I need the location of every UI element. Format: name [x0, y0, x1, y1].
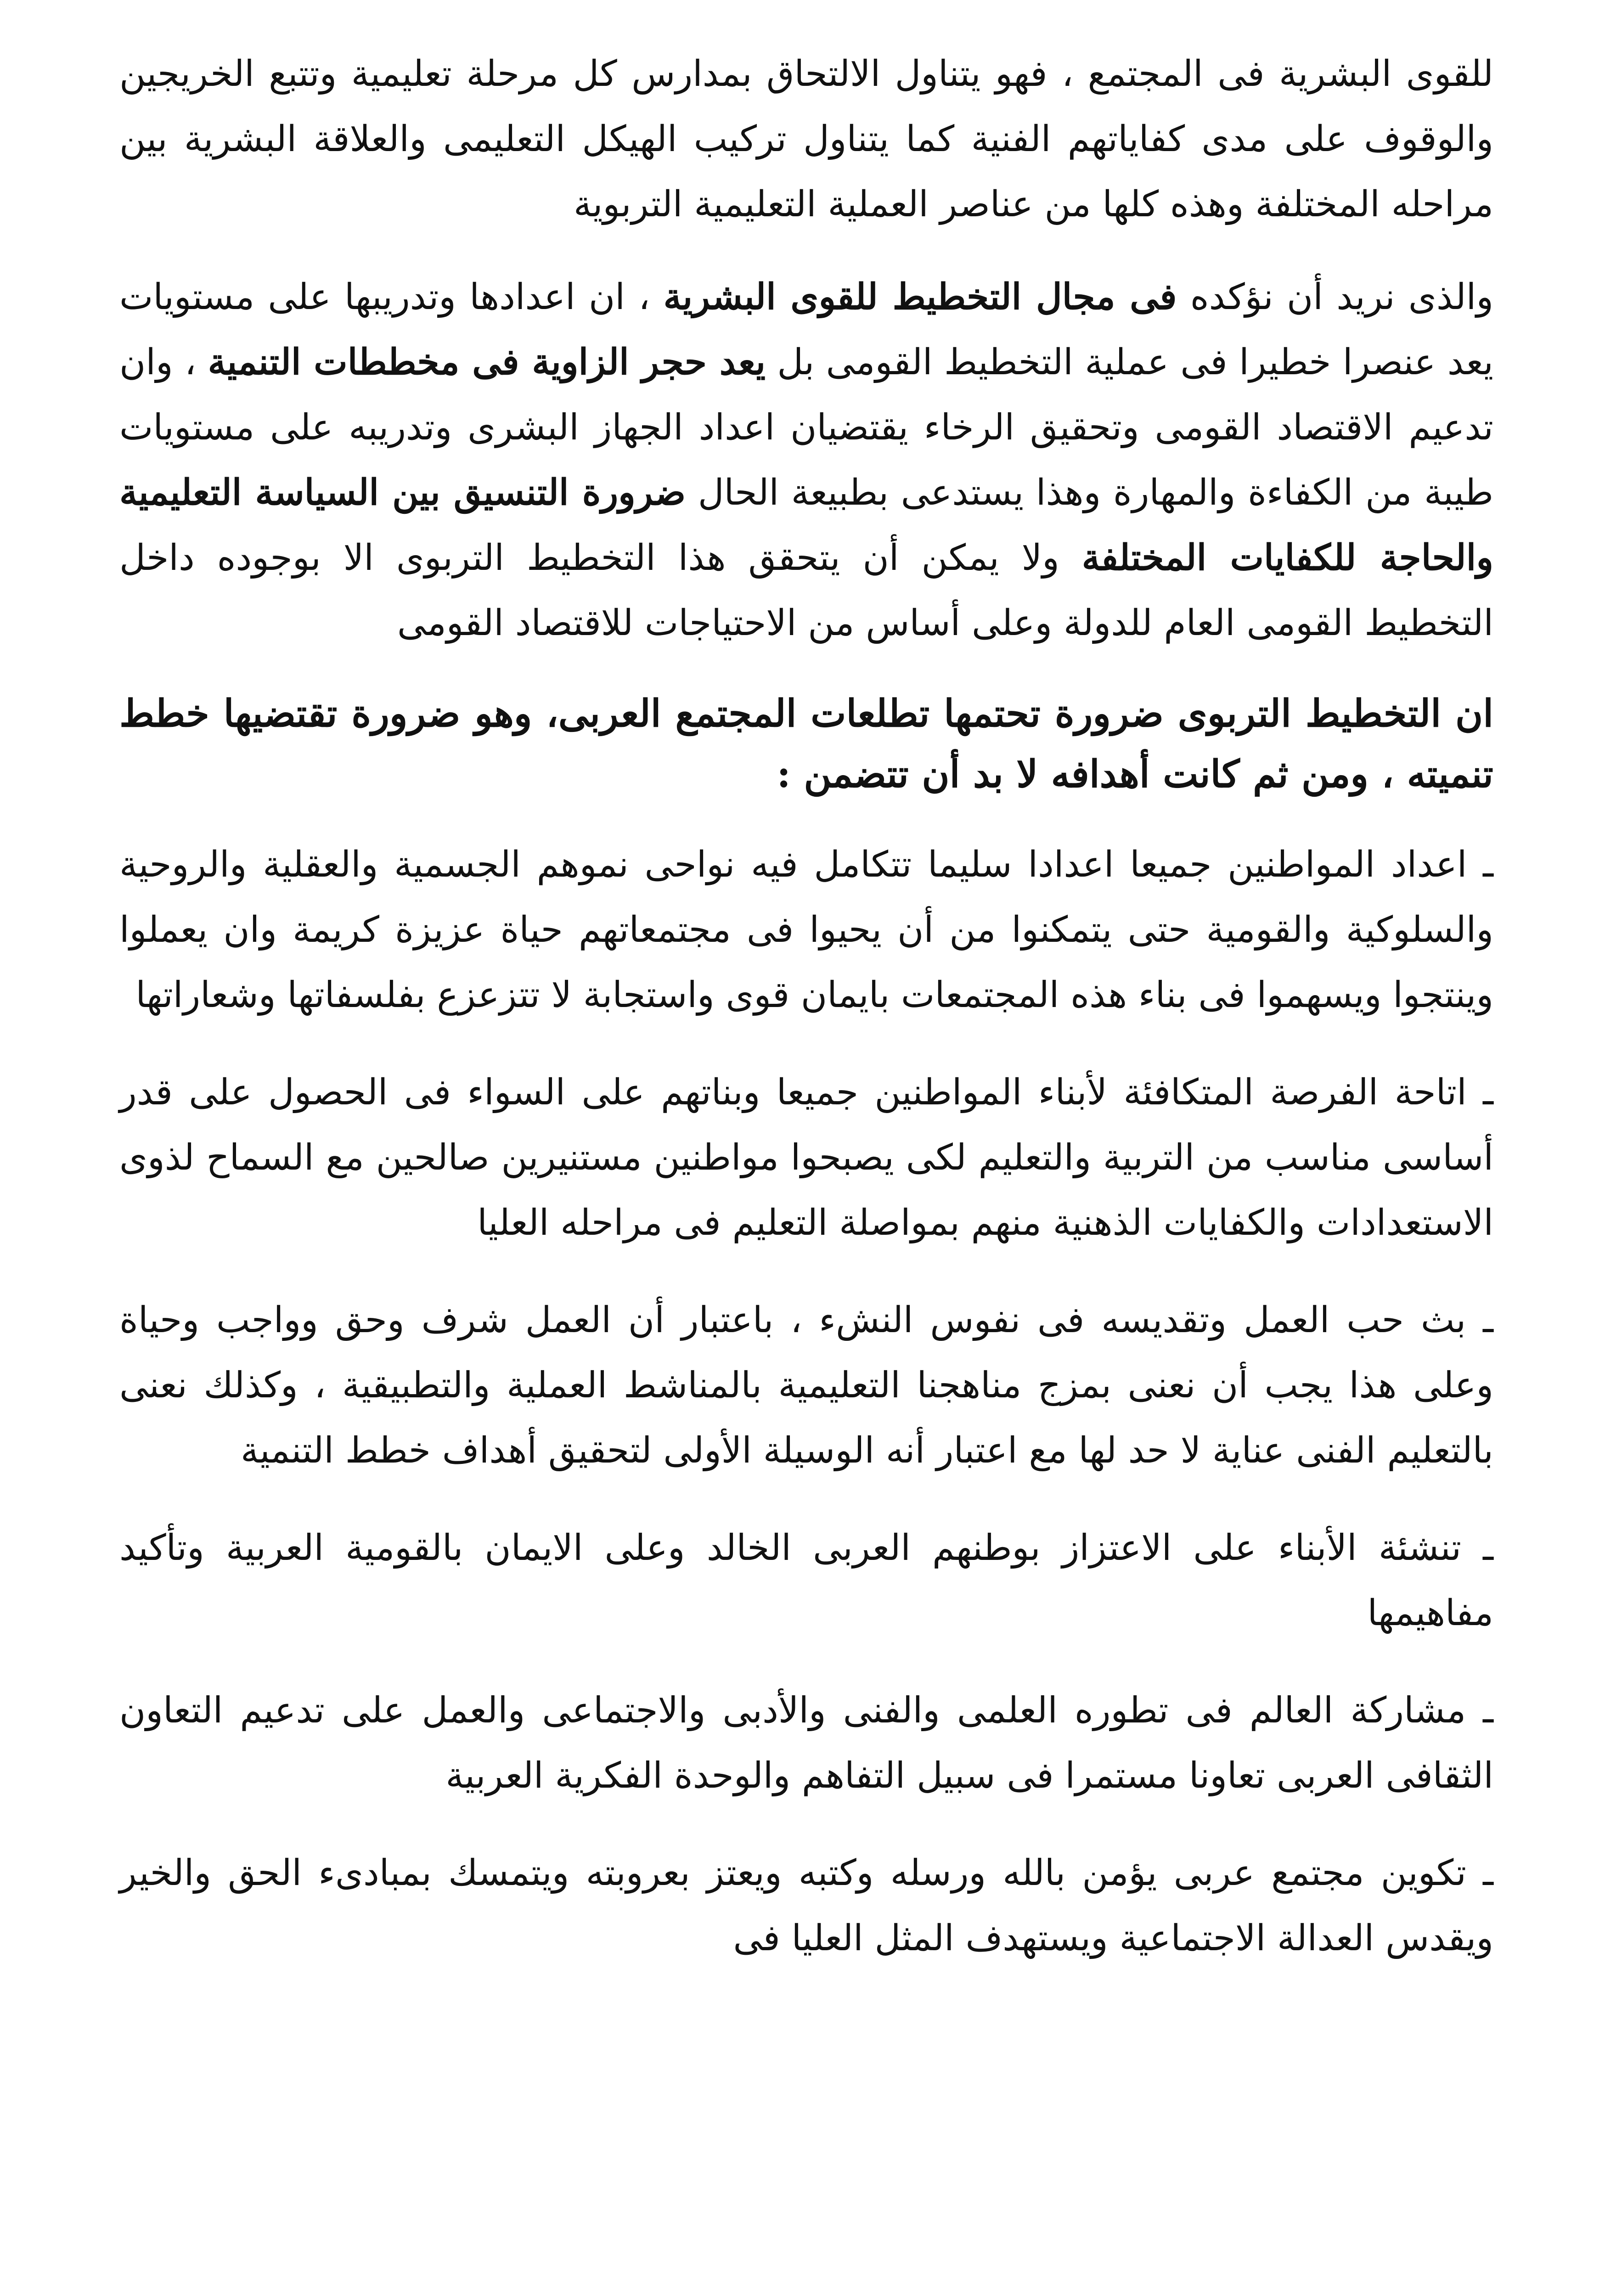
body-text: [119, 41, 1493, 1971]
list-item: ـ اتاحة الفرصة المتكافئة لأبناء المواطنين جميعا وبناتهم على السواء فى الحصول على قدر أساسى مناسب من التربية والتعليم لكى يصبحوا مواطنين مستنيرين صالحين مع السماح لذوى الاستعدادات والكفايات الذهنية منهم بمواصلة التعليم فى مراحله العليا: [119, 1072, 1493, 1244]
list-item: ـ مشاركة العالم فى تطوره العلمى والفنى والأدبى والاجتماعى والعمل على تدعيم التعاون الثقافى العربى تعاونا مستمرا فى سبيل التفاهم والوحدة الفكرية العربية: [119, 1690, 1493, 1796]
paragraph-2-text-3: ، وان تدعيم الاقتصاد القومى وتحقيق الرخاء يقتضيان اعداد الجهاز البشرى وتدريبه على مستويات طيبة من الكفاءة والمهارة وهذا يستدعى بطبيعة الحال: [119, 342, 1493, 513]
paragraph-2-text-4: ولا يمكن أن يتحقق هذا التخطيط التربوى الا بوجوده داخل التخطيط القومى العام للدولة وعلى أساس من الاحتياجات للاقتصاد القومى: [119, 537, 1493, 644]
paragraph-2-bold-1: فى مجال التخطيط للقوى البشرية: [663, 276, 1177, 318]
paragraph-2: [119, 264, 1493, 656]
paragraph-2-bold-2: يعد حجر الزاوية فى مخططات التنمية: [208, 341, 766, 383]
list-item: ـ اعداد المواطنين جميعا اعدادا سليما تتكامل فيه نواحى نموهم الجسمية والعقلية والروحية والسلوكية والقومية حتى يتمكنوا من أن يحيوا فى مجتمعاتهم حياة عزيزة كريمة وان يعملوا وينتجوا ويسهموا فى بناء هذه المجتمعات بايمان قوى واستجابة لا تتزعزع بفلسفاتها وشعاراتها: [119, 844, 1494, 1016]
section-heading: ان التخطيط التربوى ضرورة تحتمها تطلعات المجتمع العربى، وهو ضرورة تقتضيها خطط تنميته ، ومن ثم كانت أهدافه لا بد أن تتضمن :: [119, 692, 1493, 796]
paragraph-1: للقوى البشرية فى المجتمع ، فهو يتناول الالتحاق بمدارس كل مرحلة تعليمية وتتبع الخريجين والوقوف على مدى كفاياتهم الفنية كما يتناول تركيب الهيكل التعليمى والعلاقة البشرية بين مراحله المختلفة وهذه كلها من عناصر العملية التعليمية التربوية: [119, 53, 1493, 225]
paragraph-2-text-2: ، ان اعدادها وتدريبها على مستويات يعد عنصرا خطيرا فى عملية التخطيط القومى بل: [119, 276, 1493, 383]
list-item: ـ تنشئة الأبناء على الاعتزاز بوطنهم العربى الخالد وعلى الايمان بالقومية العربية وتأكيد مفاهيمها: [119, 1527, 1493, 1634]
list-item: ـ تكوين مجتمع عربى يؤمن بالله ورسله وكتبه ويعتز بعروبته ويتمسك بمبادىء الحق والخير ويقدس العدالة الاجتماعية ويستهدف المثل العليا فى: [119, 1852, 1493, 1959]
paragraph-2-bold-3: ضرورة التنسيق بين السياسة التعليمية والحاجة للكفايات المختلفة: [119, 472, 1493, 579]
list-item: ـ بث حب العمل وتقديسه فى نفوس النشء ، باعتبار أن العمل شرف وحق وواجب وحياة وعلى هذا يجب أن نعنى بمزج مناهجنا التعليمية بالمناشط العملية والتطبيقية ، وكذلك نعنى بالتعليم الفنى عناية لا حد لها مع اعتبار أنه الوسيلة الأولى لتحقيق أهداف خطط التنمية: [119, 1300, 1493, 1471]
paragraph-2-text-1: والذى نريد أن نؤكده: [1177, 276, 1493, 318]
